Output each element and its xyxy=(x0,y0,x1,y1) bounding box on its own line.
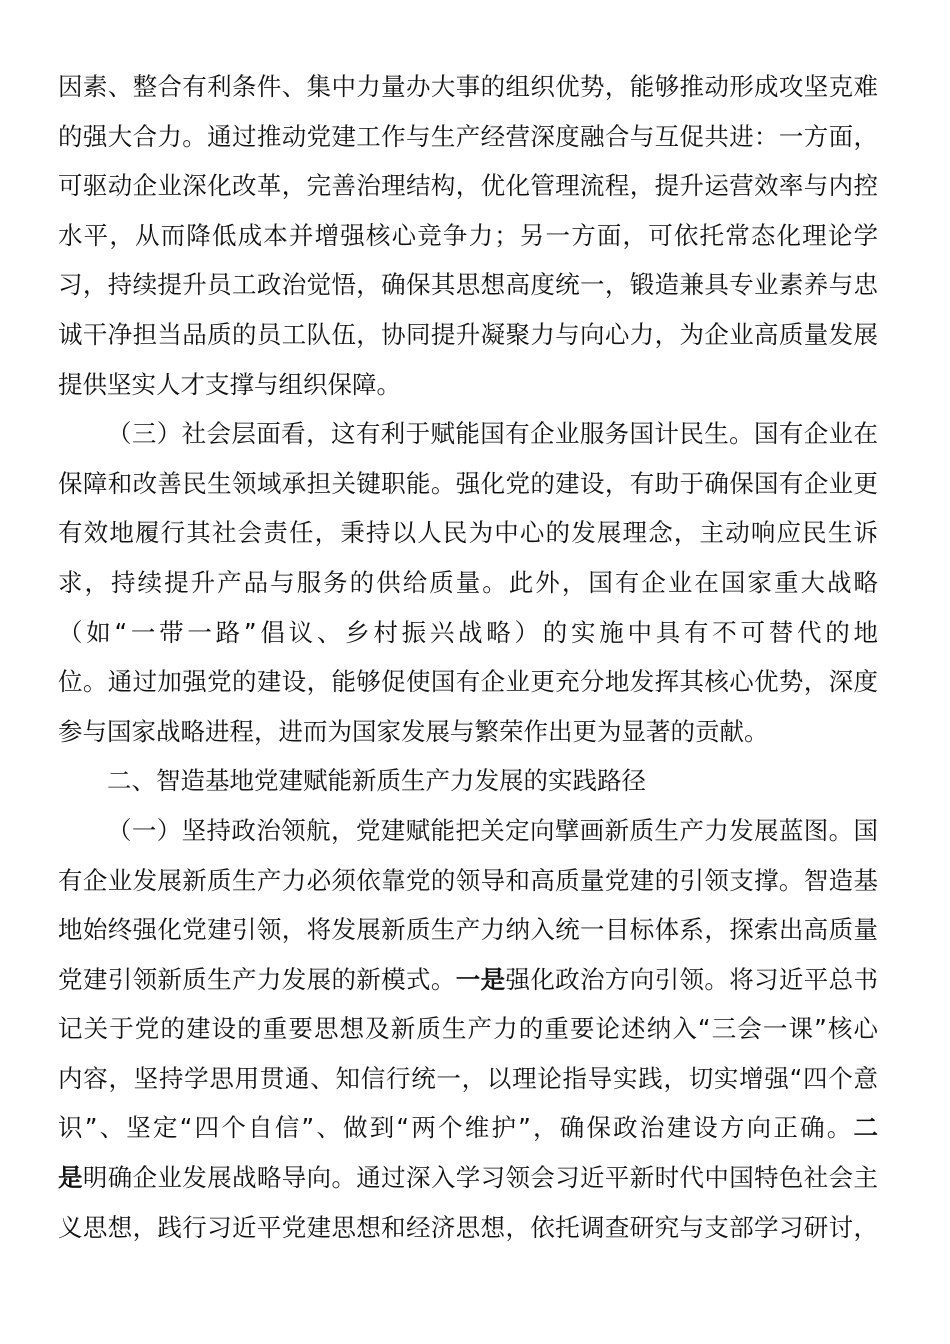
text-line xyxy=(58,1103,878,1153)
text-line: 水平，从而降低成本并增强核心竞争力；另一方面，可依托常态化理论学 xyxy=(58,220,878,250)
text-line: 求，持续提升产品与服务的供给质量。此外，国有企业在国家重大战略 xyxy=(58,567,878,597)
text-line: 内容，坚持学思用贯通、知信行统一，以理论指导实践，切实增强“四个意 xyxy=(58,1063,878,1093)
text-line: 可驱动企业深化改革，完善治理结构，优化管理流程，提升运营效率与内控 xyxy=(58,171,878,201)
text-line: 的强大合力。通过推动党建工作与生产经营深度融合与互促共进：一方面， xyxy=(58,121,878,151)
text-line: 因素、整合有利条件、集中力量办大事的组织优势，能够推动形成攻坚克难 xyxy=(58,72,878,101)
text-line: 义思想，践行习近平党建思想和经济思想，依托调查研究与支部学习研讨， xyxy=(58,1212,878,1242)
text-segment: 党建引领新质生产力发展的新模式。 xyxy=(58,964,456,994)
bold-marker-second-part1: 二 xyxy=(853,1113,878,1143)
text-line: 地始终强化党建引领，将发展新质生产力纳入统一目标体系，探索出高质量 xyxy=(58,915,878,945)
text-line: 有效地履行其社会责任，秉持以人民为中心的发展理念，主动响应民生诉 xyxy=(58,518,878,548)
text-segment: 识”、坚定“四个自信”、做到“两个维护”，确保政治建设方向正确。 xyxy=(58,1113,854,1143)
section-heading: 二、智造基地党建赋能新质生产力发展的实践路径 xyxy=(107,766,646,796)
bold-marker-first: 一是 xyxy=(455,964,506,994)
text-line: 参与国家战略进程，进而为国家发展与繁荣作出更为显著的贡献。 xyxy=(58,716,769,746)
text-line xyxy=(58,955,878,1005)
text-line: 保障和改善民生领域承担关键职能。强化党的建设，有助于确保国有企业更 xyxy=(58,468,878,498)
text-line: （如“一带一路”倡议、乡村振兴战略）的实施中具有不可替代的地 xyxy=(58,617,878,647)
text-line: 提供坚实人才支撑与组织保障。 xyxy=(58,369,401,399)
text-line: 有企业发展新质生产力必须依靠党的领导和高质量党建的引领支撑。智造基 xyxy=(58,865,878,895)
paragraph-start-line: （一）坚持政治领航，党建赋能把关定向擘画新质生产力发展蓝图。国 xyxy=(107,815,878,845)
text-line: 位。通过加强党的建设，能够促使国有企业更充分地发挥其核心优势，深度 xyxy=(58,667,878,697)
document-page xyxy=(58,62,878,1252)
text-line xyxy=(58,1153,878,1203)
text-line: 诚干净担当品质的员工队伍，协同提升凝聚力与向心力，为企业高质量发展 xyxy=(58,319,878,349)
text-line: 记关于党的建设的重要思想及新质生产力的重要论述纳入“三会一课”核心 xyxy=(58,1014,878,1044)
text-line: 习，持续提升员工政治觉悟，确保其思想高度统一，锻造兼具专业素养与忠 xyxy=(58,270,878,300)
bold-marker-second-part2: 是 xyxy=(58,1163,83,1193)
text-segment: 明确企业发展战略导向。通过深入学习领会习近平新时代中国特色社会主 xyxy=(82,1163,878,1193)
paragraph-start-line: （三）社会层面看，这有利于赋能国有企业服务国计民生。国有企业在 xyxy=(107,419,878,449)
text-segment: 强化政治方向引领。将习近平总书 xyxy=(505,964,878,994)
